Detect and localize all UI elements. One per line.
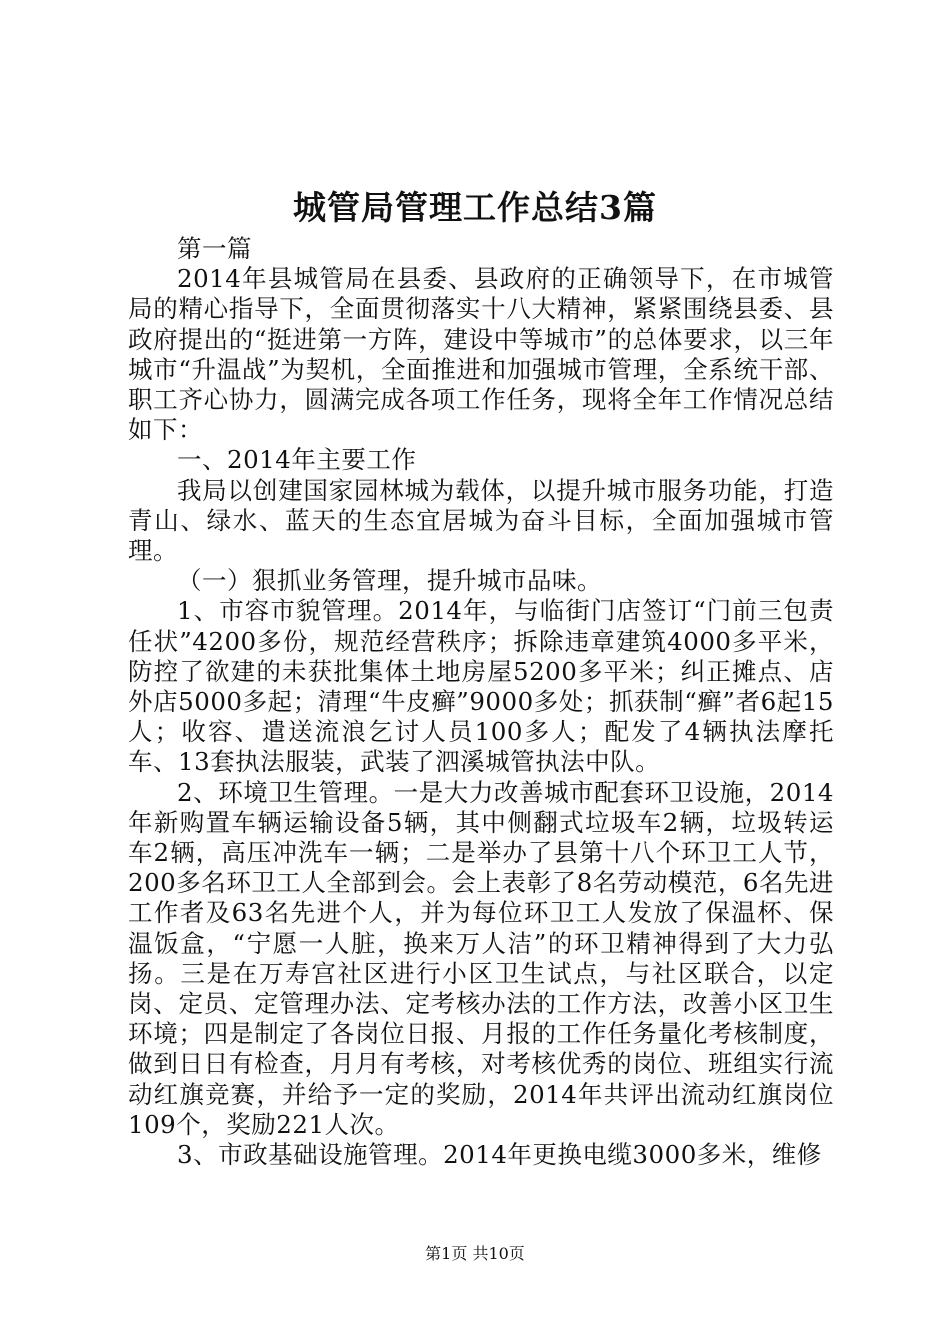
paragraph-municipal-infrastructure: 3、市政基础设施管理。2014年更换电缆3000多米，维修: [177, 1140, 822, 1170]
page-number-footer: 第1页 共10页: [425, 1244, 525, 1263]
section-heading-main-work: 一、2014年主要工作: [177, 445, 417, 475]
document-body: [128, 234, 834, 1170]
paragraph-intro: 2014年县城管局在县委、县政府的正确领导下，在市城管局的精心指导下，全面贯彻落实十八大精神，紧紧围绕县委、县政府提出的“挺进第一方阵，建设中等城市”的总体要求，以三年城市“升温战”为契机，全面推进和加强城市管理，全系统干部、职工齐心协力，圆满完成各项工作任务，现将全年工作情况总结如下：: [128, 264, 834, 445]
section-heading-part-one: 第一篇: [177, 234, 252, 263]
paragraph-environmental-sanitation: 2、环境卫生管理。一是大力改善城市配套环卫设施，2014年新购置车辆运输设备5辆，其中侧翻式垃圾车2辆，垃圾转运车2辆，高压冲洗车一辆；二是举办了县第十八个环卫工人节，200多名环卫工人全部到会。会上表彰了8名劳动模范，6名先进工作者及63名先进个人，并为每位环卫工人发放了保温杯、保温饭盒，“宁愿一人脏，换来万人洁”的环卫精神得到了大力弘扬。三是在万寿宫社区进行小区卫生试点，与社区联合，以定岗、定员、定管理办法、定考核办法的工作方法，改善小区卫生环境；四是制定了各岗位日报、月报的工作任务量化考核制度，做到日日有检查，月月有考核，对考核优秀的岗位、班组实行流动红旗竞赛，并给予一定的奖励，2014年共评出流动红旗岗位109个，奖励221人次。: [128, 777, 834, 1139]
document-title: 城管局管理工作总结3篇: [293, 188, 657, 227]
paragraph-goal: 我局以创建国家园林城为载体，以提升城市服务功能，打造青山、绿水、蓝天的生态宜居城为奋斗目标，全面加强城市管理。: [128, 475, 834, 566]
subsection-heading-business-management: （一）狠抓业务管理，提升城市品味。: [177, 566, 602, 596]
paragraph-city-appearance: 1、市容市貌管理。2014年，与临街门店签订“门前三包责任状”4200多份，规范经营秩序；拆除违章建筑4000多平米，防控了欲建的未获批集体土地房屋5200多平米；纠正摊点、店外店5000多起；清理“牛皮癣”9000多处；抓获制“癣”者6起15人；收容、遣送流浪乞讨人员100多人；配发了4辆执法摩托车、13套执法服装，武装了泗溪城管执法中队。: [128, 596, 834, 777]
